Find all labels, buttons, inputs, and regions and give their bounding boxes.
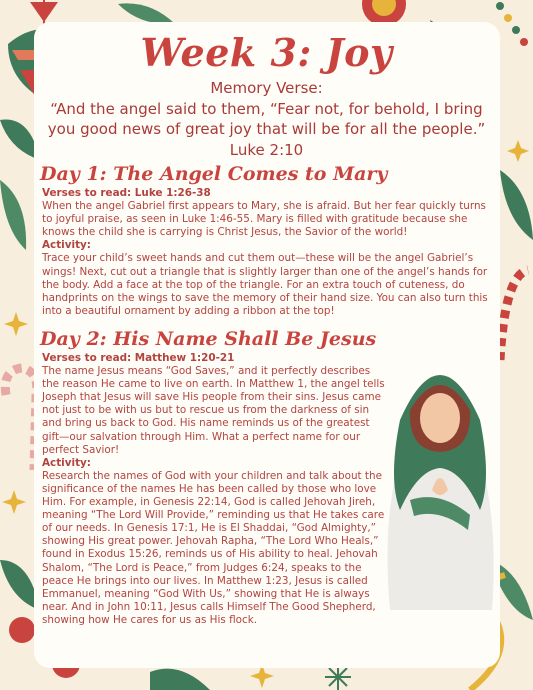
star-icon — [507, 140, 529, 162]
star-icon — [2, 490, 26, 514]
day2-activity-label: Activity: — [42, 456, 91, 469]
leaf-illustration — [0, 180, 26, 250]
memory-verse-text: “And the angel said to them, “Fear not, for behold, I bring you good news of great joy that will be for all the people.” — [47, 99, 486, 138]
page-title: Week 3: Joy — [140, 30, 393, 75]
day1-body: When the angel Gabriel first appears to Mary, she is afraid. But her fear quickly turns to joyful praise, as seen in Luke 1:46-55. Mary is filled with gratitude because she knows the child she is carrying is Christ Jesus, the Savior of the world! — [42, 200, 486, 239]
leaf-illustration — [150, 669, 210, 690]
leaf-illustration — [500, 170, 533, 240]
day1-activity-label: Activity: — [42, 239, 91, 252]
memory-verse-label: Memory Verse: — [210, 79, 323, 97]
day2-section — [42, 352, 388, 627]
day2-body: The name Jesus means “God Saves,” and it perfectly describes the reason He came to live on earth. In Matthew 1, the angel tells Joseph that Jesus will save His people from their sins. Jesus came not just to be with us but to rescue us from the darkness of sin and bring us back to God. His name reminds us of the greatest gift—our salvation through Him. What a perfect name for our perfect Savior! — [42, 365, 385, 456]
candy-cane-illustration — [5, 368, 36, 470]
day1-activity: Trace your child’s sweet hands and cut them out—these will be the angel Gabriel’s wings! Next, cut out a triangle that is slightly larger than one of the angel’s hands for the body. Add a face at the top of the triangle. For an extra touch of cuteness, do handprints on the wings to save the memory of their hand size. You can also turn this into a beautiful ornament by adding a ribbon at the top! — [42, 252, 488, 317]
day1-verses: Verses to read: Luke 1:26-38 — [42, 187, 211, 199]
star-icon — [4, 312, 28, 336]
day2-verses: Verses to read: Matthew 1:20-21 — [42, 352, 235, 364]
candy-cane-illustration — [500, 270, 528, 360]
memory-verse-reference: Luke 2:10 — [229, 140, 304, 159]
memory-verse — [40, 78, 493, 160]
day2-title: Day 2: His Name Shall Be Jesus — [40, 328, 377, 350]
mary-illustration — [380, 340, 500, 620]
day1-section — [42, 187, 494, 318]
day2-activity: Research the names of God with your children and talk about the significance of the names He has been called by those who love Him. For example, in Genesis 22:14, God is called Jehovah Jireh, meaning “The Lord Will Provide,” reminding us that He takes care of our needs. In Genesis 17:1, He is El Shaddai, “God Almighty,” showing His great power. Jehovah Rapha, “The Lord Who Heals,” found in Exodus 15:26, reminds us of His ability to heal. Jehovah Shalom, “The Lord is Peace,” from Judges 6:24, speaks to the peace He brings into our lives. In Matthew 1:23, Jesus is called Emmanuel, meaning “God With Us,” showing that He is always near. And in John 10:11, Jesus calls Himself The Good Shepherd, showing how He cares for us as His flock. — [42, 469, 385, 626]
day1-title: Day 1: The Angel Comes to Mary — [40, 163, 388, 185]
